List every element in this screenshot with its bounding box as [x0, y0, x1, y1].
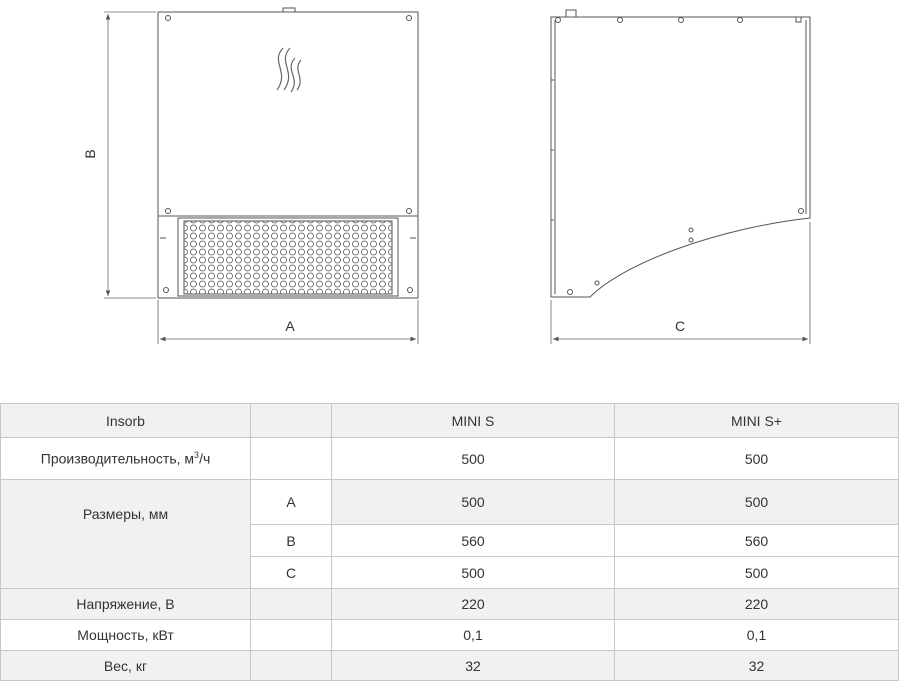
dimension-a-label: A — [285, 318, 295, 334]
voltage-label: Напряжение, В — [1, 589, 251, 620]
size-label: Размеры, мм — [1, 480, 251, 589]
header-mini-s-plus: MINI S+ — [615, 404, 899, 438]
dimension-b-label: B — [82, 149, 98, 159]
size-c-sub: C — [251, 557, 332, 589]
power-mini-s-plus: 0,1 — [615, 620, 899, 651]
power-label: Мощность, кВт — [1, 620, 251, 651]
size-a-mini-s: 500 — [332, 480, 615, 525]
table-row-weight — [1, 651, 899, 681]
capacity-mini-s-plus: 500 — [615, 438, 899, 480]
capacity-mini-s: 500 — [332, 438, 615, 480]
header-brand: Insorb — [1, 404, 251, 438]
front-view — [158, 8, 418, 298]
header-mini-s: MINI S — [332, 404, 615, 438]
weight-mini-s-plus: 32 — [615, 651, 899, 681]
voltage-mini-s-plus: 220 — [615, 589, 899, 620]
size-b-mini-s-plus: 560 — [615, 525, 899, 557]
size-a-sub: A — [251, 480, 332, 525]
size-c-mini-s-plus: 500 — [615, 557, 899, 589]
dimension-b — [104, 12, 156, 298]
dimension-c-label: C — [674, 318, 686, 334]
table-row-capacity — [1, 438, 899, 480]
table-header-row — [1, 404, 899, 438]
power-mini-s: 0,1 — [332, 620, 615, 651]
size-a-mini-s-plus: 500 — [615, 480, 899, 525]
table-row-size-a — [1, 480, 899, 525]
size-b-sub: B — [251, 525, 332, 557]
weight-mini-s: 32 — [332, 651, 615, 681]
header-empty — [251, 404, 332, 438]
spec-table — [0, 403, 899, 681]
side-view — [551, 10, 810, 297]
voltage-mini-s: 220 — [332, 589, 615, 620]
ventilation-grille — [184, 221, 392, 294]
table-row-voltage — [1, 589, 899, 620]
weight-label: Вес, кг — [1, 651, 251, 681]
front-panel — [158, 12, 418, 216]
size-b-mini-s: 560 — [332, 525, 615, 557]
size-c-mini-s: 500 — [332, 557, 615, 589]
capacity-label: Производительность, $м^3/ч$ — [1, 438, 251, 480]
table-row-power — [1, 620, 899, 651]
